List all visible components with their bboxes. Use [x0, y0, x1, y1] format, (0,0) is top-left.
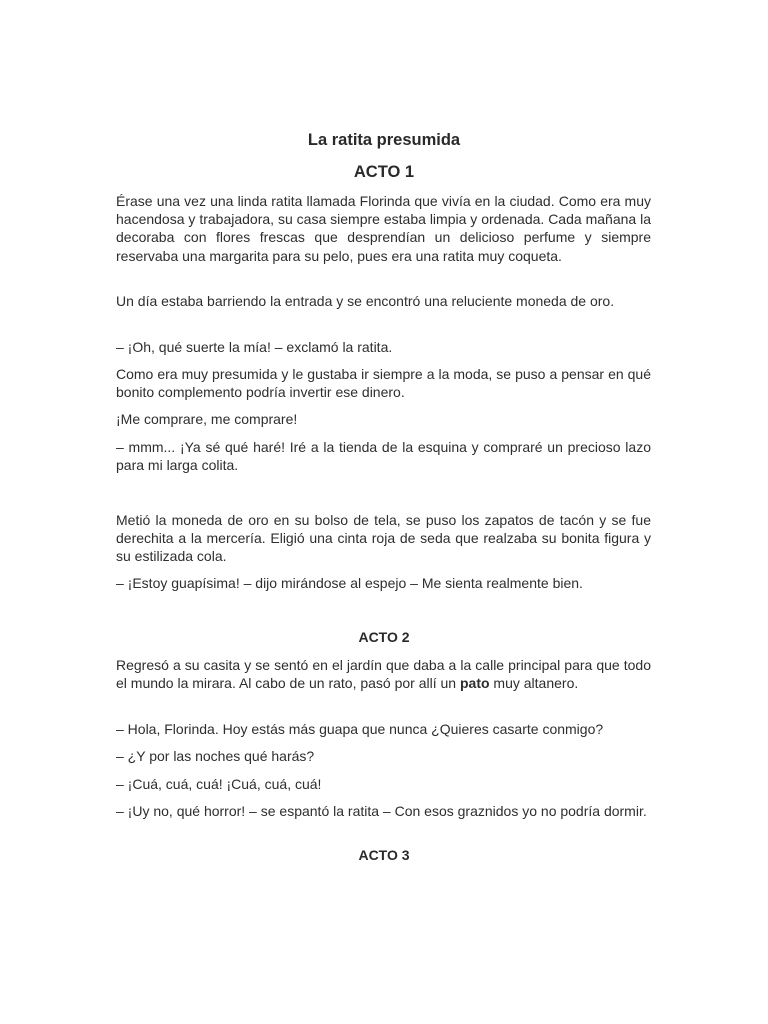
- act-1-heading: ACTO 1: [353, 163, 415, 181]
- document-title: La ratita presumida: [307, 131, 461, 149]
- paragraph: – Hola, Florinda. Hoy estás más guapa que nunca ¿Quieres casarte conmigo?: [116, 721, 604, 737]
- paragraph: – ¡Uy no, qué horror! – se espantó la ratita – Con esos graznidos yo no podría dormir.: [116, 803, 647, 819]
- paragraph-text: muy altanero.: [489, 675, 579, 692]
- paragraph: Metió la moneda de oro en su bolso de tela, se puso los zapatos de tacón y se fue derechita a la mercería. Eligió una cinta roja de seda que realzaba su bonita figura y su estilizada cola.: [116, 512, 651, 565]
- paragraph-text: Regresó a su casita y se sentó en el jardín que daba a la calle principal para que todo el mundo la mirara. Al cabo de un rato, pasó por allí un: [116, 657, 651, 692]
- act-2-heading: ACTO 2: [358, 629, 410, 645]
- paragraph: – ¡Cuá, cuá, cuá! ¡Cuá, cuá, cuá!: [116, 776, 322, 792]
- paragraph: – ¡Estoy guapísima! – dijo mirándose al espejo – Me sienta realmente bien.: [116, 575, 583, 591]
- paragraph: Como era muy presumida y le gustaba ir siempre a la moda, se puso a pensar en qué bonito complemento podría invertir ese dinero.: [116, 366, 651, 401]
- paragraph: [116, 656, 651, 692]
- paragraph: – ¡Oh, qué suerte la mía! – exclamó la ratita.: [116, 339, 393, 355]
- paragraph: – mmm... ¡Ya sé qué haré! Iré a la tienda de la esquina y compraré un precioso lazo para mi larga colita.: [116, 439, 651, 474]
- paragraph: ¡Me comprare, me comprare!: [116, 411, 298, 427]
- paragraph: Un día estaba barriendo la entrada y se encontró una reluciente moneda de oro.: [116, 293, 615, 309]
- act-3-heading: ACTO 3: [358, 847, 410, 863]
- bold-word: pato: [459, 675, 490, 692]
- paragraph: Érase una vez una linda ratita llamada Florinda que vivía en la ciudad. Como era muy hacendosa y trabajadora, su casa siempre estaba limpia y ordenada. Cada mañana la decoraba con flores frescas que desprendían un delicioso perfume y siempre reservaba una margarita para su pelo, pues era una ratita muy coqueta.: [116, 193, 651, 264]
- paragraph: – ¿Y por las noches qué harás?: [116, 748, 315, 764]
